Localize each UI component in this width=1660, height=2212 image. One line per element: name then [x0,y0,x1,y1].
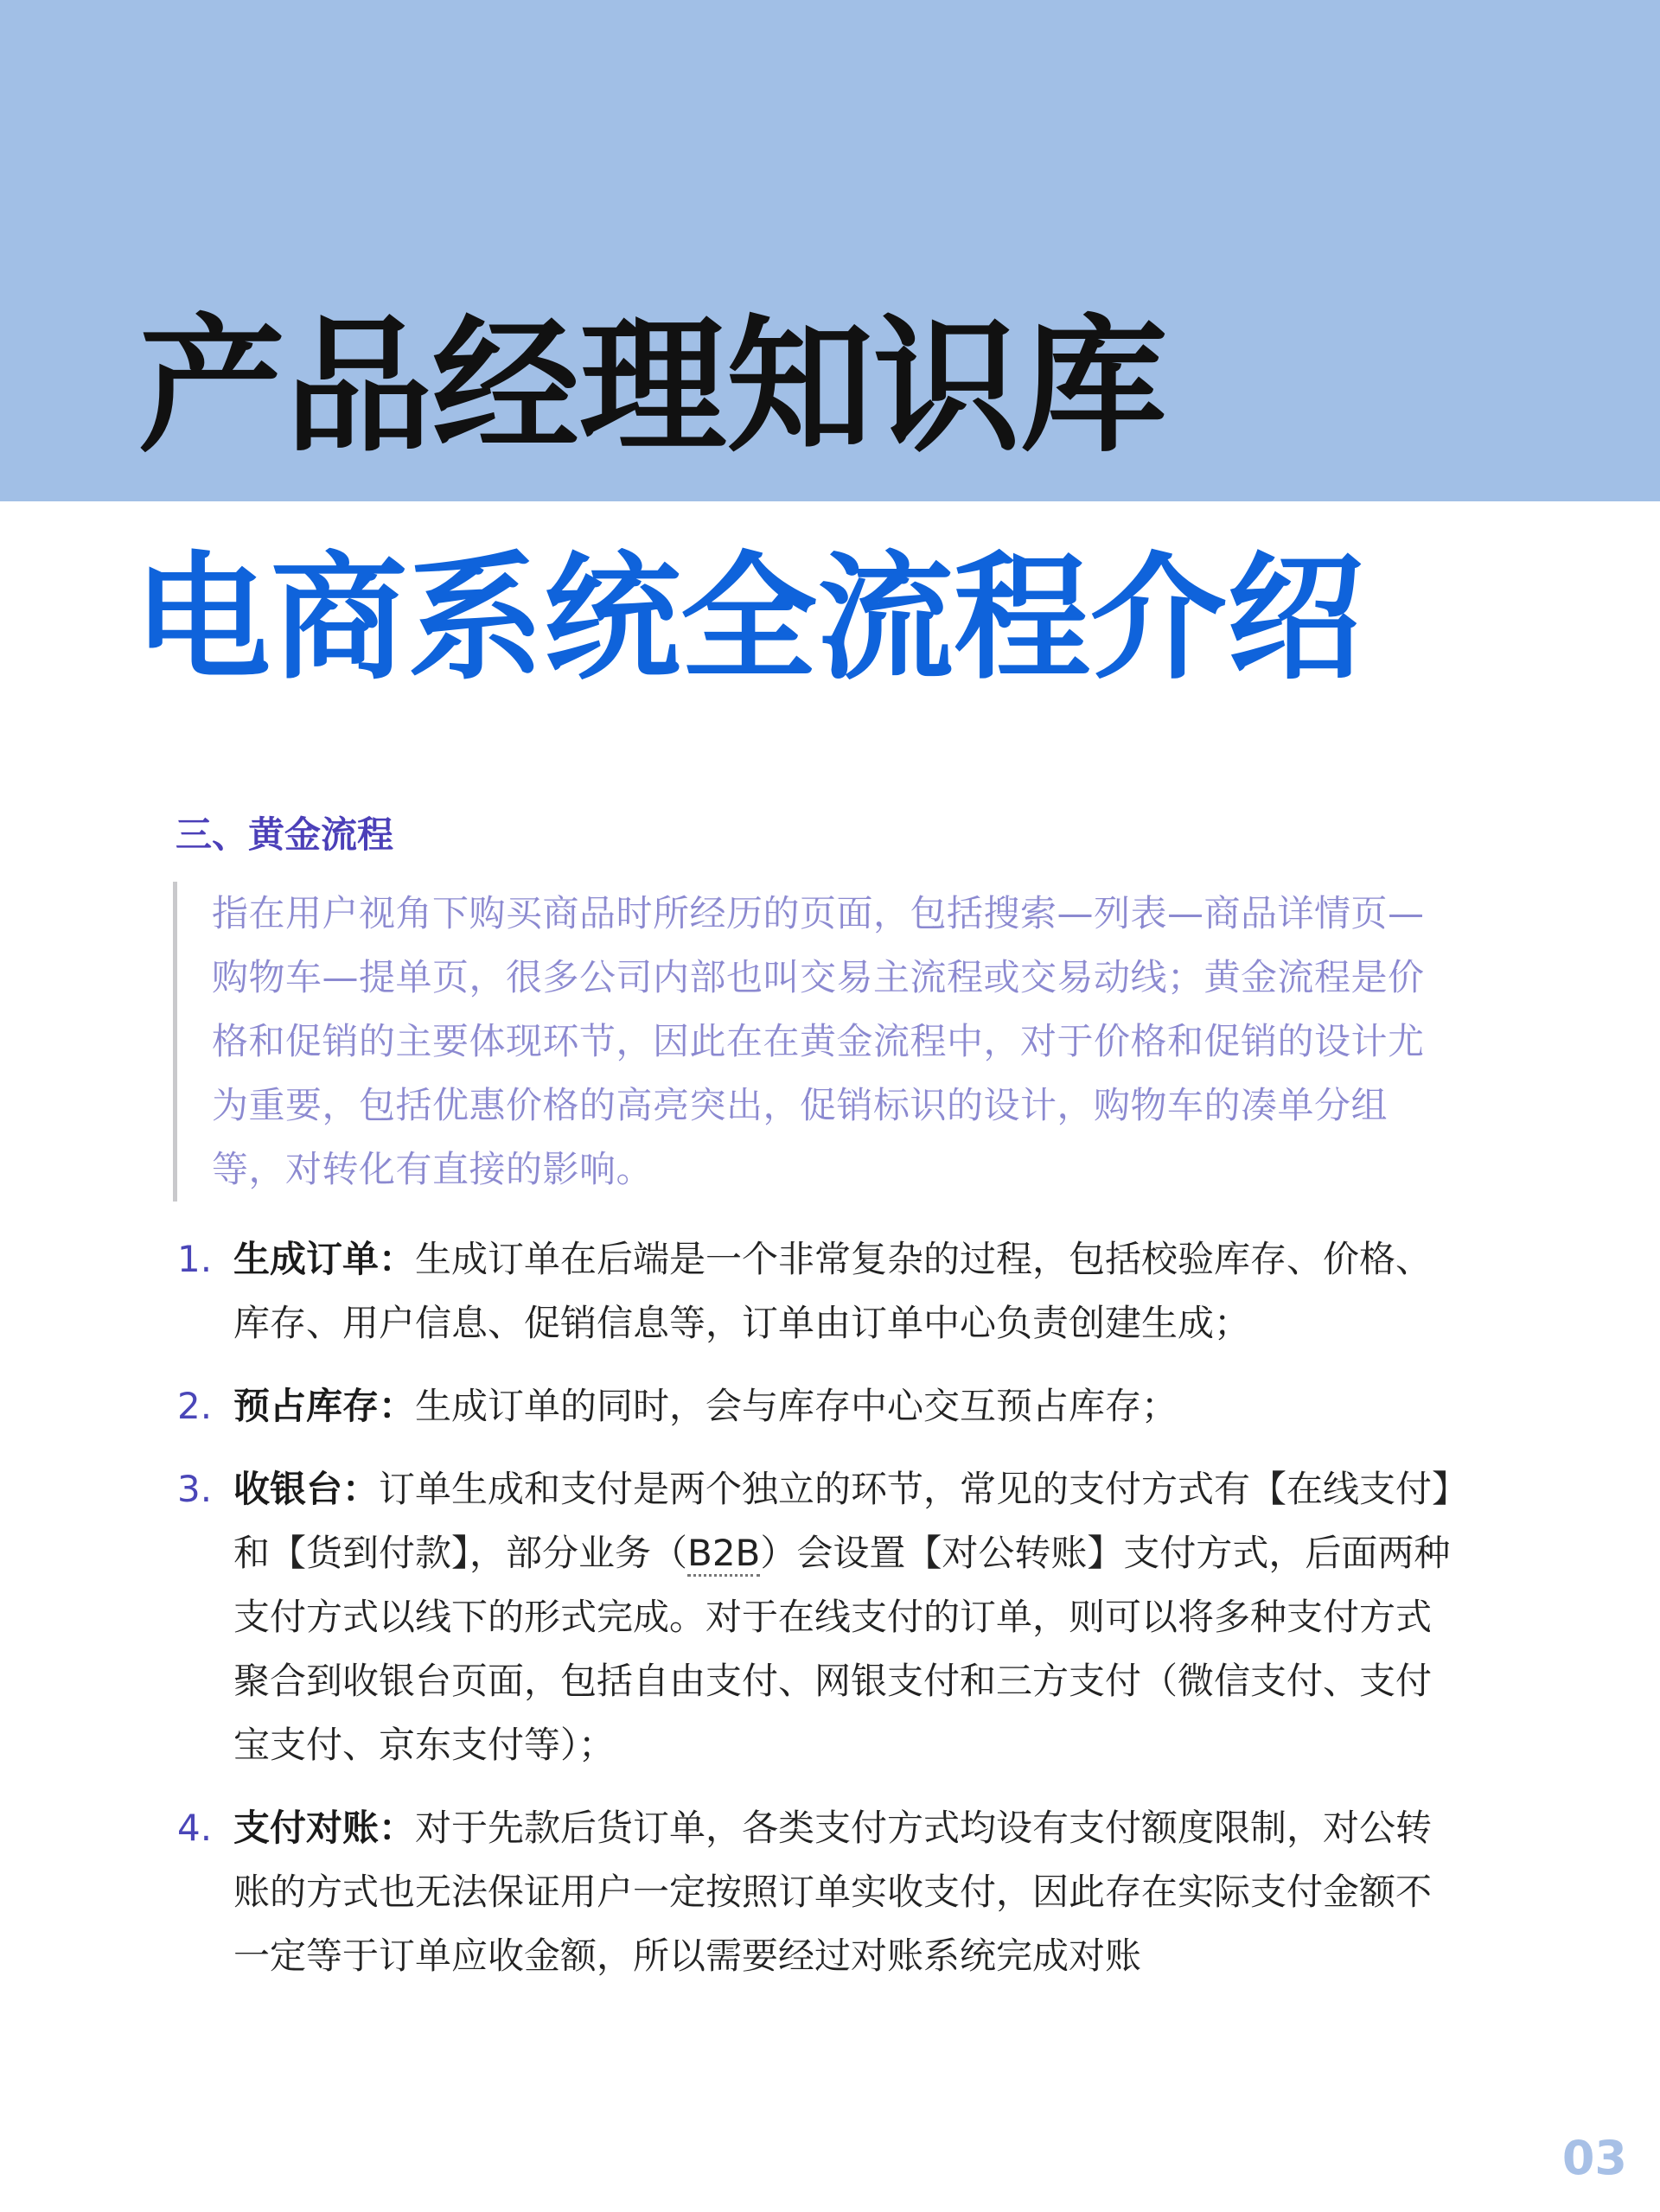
step-title: 预占库存： [233,1385,416,1427]
b2b-abbreviation: B2B [687,1532,760,1577]
step-payment-reconciliation [177,1796,1465,1988]
step-text-after: ）会设置【对公转账】支付方式，后面两种支付方式以线下的形式完成。对于在线支付的订单，则可以将多种支付方式聚合到收银台页面，包括自由支付、网银支付和三方支付（微信支付、支付宝支付、京东支付等）； [233,1532,1451,1766]
step-reserve-stock [177,1374,1465,1438]
section-heading: 三、黄金流程 [176,813,394,856]
golden-flow-quote [173,882,1452,1202]
steps-list [177,1227,1465,2007]
step-title: 支付对账： [233,1807,416,1849]
step-number: 4. [177,1807,213,1849]
step-generate-order [177,1227,1465,1355]
step-text: 生成订单在后端是一个非常复杂的过程，包括校验库存、价格、库存、用户信息、促销信息等，订单由订单中心负责创建生成； [233,1238,1433,1344]
step-text: 生成订单的同时，会与库存中心交互预占库存； [415,1385,1178,1427]
step-checkout-counter [177,1457,1465,1777]
step-title: 生成订单： [233,1238,416,1280]
step-number: 3. [177,1468,213,1510]
step-number: 1. [177,1238,213,1280]
step-text-before: 订单生成和支付是两个独立的环节，常见的支付方式有【在线支付】和【货到付款】，部分业务（ [233,1468,1451,1574]
main-title: 产品经理知识库 [138,302,1168,473]
step-text: 对于先款后货订单，各类支付方式均设有支付额度限制，对公转账的方式也无法保证用户一定按照订单实收支付，因此存在实际支付金额不一定等于订单应收金额，所以需要经过对账系统完成对账 [233,1807,1433,1977]
step-title: 收银台： [233,1468,380,1510]
subtitle: 电商系统全流程介绍 [134,539,1363,698]
quote-text: 指在用户视角下购买商品时所经历的页面，包括搜索—列表—商品详情页—购物车—提单页，很多公司内部也叫交易主流程或交易动线；黄金流程是价格和促销的主要体现环节，因此在在黄金流程中，对于价格和促销的设计尤为重要，包括优惠价格的高亮突出，促销标识的设计，购物车的凑单分组等，对转化有直接的影响。 [212,892,1425,1190]
page-number: 03 [1561,2131,1627,2185]
step-number: 2. [177,1385,213,1427]
